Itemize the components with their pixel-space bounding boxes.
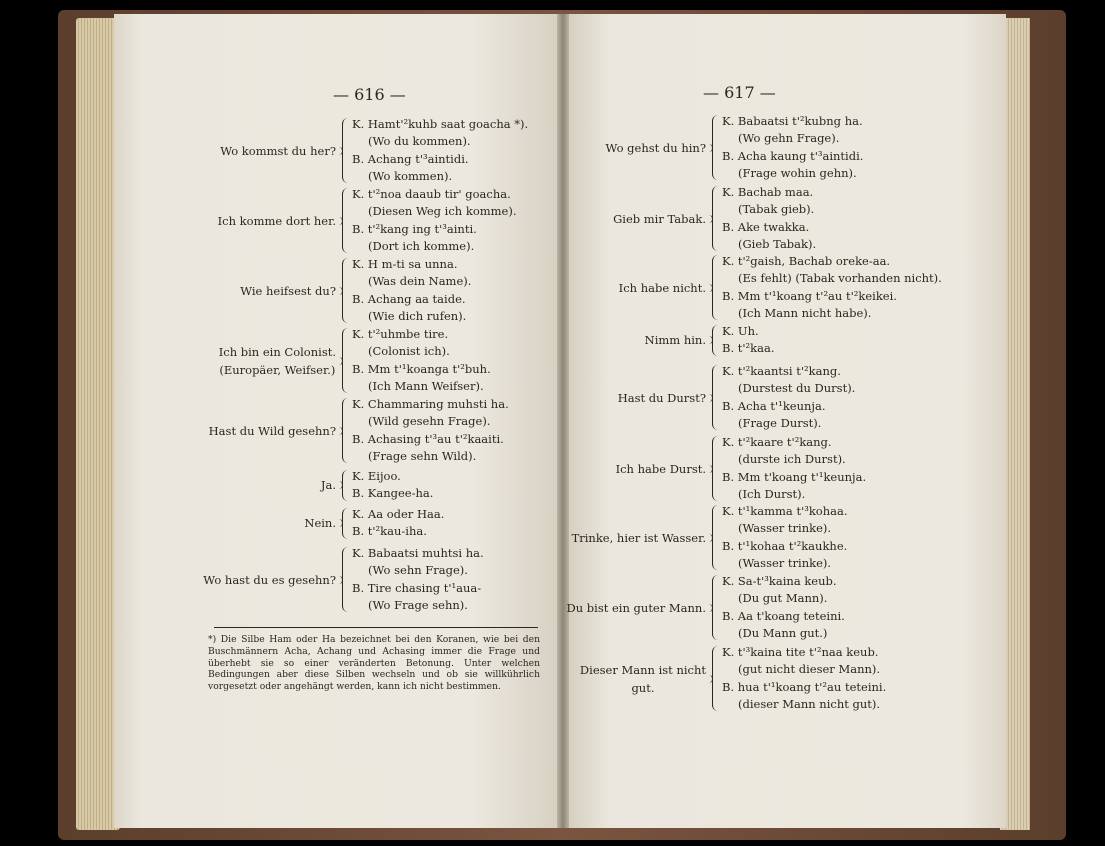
translation-line — [712, 486, 866, 503]
german-phrase — [567, 599, 707, 617]
line-text: B. Tire chasing t'¹aua- — [352, 580, 482, 595]
translation-line — [342, 562, 484, 579]
line-text: K. t'²uhmbe tire. — [352, 327, 449, 341]
line-text: K. t'²kaantsi t'²kang. — [722, 364, 841, 378]
line-text: B. Mm t'¹koang t'²au t'²keikei. — [722, 288, 897, 303]
german-phrase-line: Wo kommst du her? — [220, 143, 336, 158]
line-text: K. Eijoo. — [352, 469, 401, 483]
line-text: (gut nicht dieser Mann). — [738, 662, 881, 677]
german-phrase — [218, 212, 336, 230]
translation-line — [712, 201, 816, 218]
german-phrase-line: Nimm hin. — [644, 333, 706, 348]
speaker-line — [712, 538, 848, 555]
line-text: B. Kangee-ha. — [352, 486, 434, 501]
translation-line — [342, 203, 517, 220]
speaker-line — [712, 398, 855, 415]
line-text: B. Ake twakka. — [722, 219, 810, 234]
translation-line — [342, 308, 471, 325]
line-text: B. Achang t'³aintidi. — [352, 151, 469, 166]
speaker-line — [712, 219, 816, 236]
speaker-line — [712, 363, 855, 380]
line-text: K. Bachab maa. — [722, 185, 814, 199]
translation-line — [712, 625, 845, 642]
german-phrase — [619, 279, 706, 297]
speaker-line — [342, 545, 484, 562]
german-phrase-line: Ja. — [320, 478, 336, 493]
dialogue-entry — [644, 323, 775, 358]
speaker-line — [712, 679, 886, 696]
german-phrase-line: Wo gehst du hin? — [605, 140, 706, 155]
german-phrase-line: Hast du Wild gesehn? — [208, 423, 336, 438]
speaker-line — [712, 503, 848, 520]
german-phrase-line: Hast du Durst? — [617, 390, 706, 405]
german-phrase-line: Ich komme dort her. — [217, 213, 336, 228]
line-text: K. Uh. — [722, 324, 759, 338]
translation-line — [712, 380, 855, 397]
german-phrase — [580, 661, 706, 697]
speaker-line — [342, 116, 528, 133]
speaker-line — [342, 361, 491, 378]
dialogue-entry — [220, 116, 529, 185]
line-text: K. t'¹kamma t'³kohaa. — [722, 504, 848, 518]
speaker-line — [342, 221, 517, 238]
dialogue-entry — [571, 503, 848, 572]
line-text: B. t'¹kohaa t'²kaukhe. — [722, 538, 848, 553]
speaker-line — [712, 148, 863, 165]
german-phrase-line: gut. — [631, 680, 655, 695]
speaker-line — [712, 113, 863, 130]
german-phrase — [572, 529, 706, 547]
speaker-line — [342, 431, 509, 448]
line-text: (Dort ich komme). — [368, 238, 475, 253]
speaker-line — [712, 288, 942, 305]
german-phrase-line: Ich habe nicht. — [618, 280, 706, 295]
line-text: K. t'²noa daaub tir' goacha. — [352, 187, 511, 201]
line-text: (Wasser trinke). — [738, 555, 832, 570]
speaker-line — [342, 151, 528, 168]
line-text: K. Hamt'²kuhb saat goacha *). — [352, 117, 529, 131]
german-phrase-line: Trinke, hier ist Wasser. — [571, 530, 706, 545]
speaker-line — [712, 253, 942, 270]
speaker-line — [712, 340, 775, 357]
line-text: (Du Mann gut.) — [738, 625, 828, 640]
footnote: *) Die Silbe Ham oder Ha bezeichnet bei den Koranen, wie bei den Buschmännern Acha, Achang und Achasing immer die Frage und überhebt sie so einer veränderten Betonung. Unter welchen Bedingungen aber diese Silben wechseln und ob sie willkührlich vorgesetzt oder angehängt werden, kann ich nicht bestimmen. — [208, 634, 540, 693]
dialogue-entry — [613, 184, 817, 253]
footnote-rule — [214, 627, 538, 628]
dialogue-entry — [208, 396, 509, 465]
line-text: (Wo Frage sehn). — [368, 597, 468, 612]
speaker-line — [342, 506, 444, 523]
german-phrase-line: Du bist ein guter Mann. — [566, 600, 706, 615]
line-text: B. Achang aa taide. — [352, 291, 466, 306]
line-text: (Wo gehn Frage). — [738, 131, 840, 146]
line-text: B. Mm t'koang t'¹keunja. — [722, 469, 867, 484]
line-text: K. t'³kaina tite t'²naa keub. — [722, 645, 879, 659]
line-text: (Ich Mann nicht habe). — [738, 305, 872, 320]
speaker-line — [712, 434, 866, 451]
line-text: (Diesen Weg ich komme). — [368, 204, 517, 219]
german-phrase — [209, 422, 336, 440]
translation-line — [712, 305, 942, 322]
dialogue-entry — [615, 434, 867, 503]
translation-line — [712, 520, 848, 537]
dialogue-entry — [605, 113, 864, 182]
line-text: (Frage sehn Wild). — [368, 448, 477, 463]
speaker-line — [342, 468, 433, 485]
dialogue-entry — [579, 644, 887, 713]
translation-line — [712, 236, 816, 253]
line-text: K. t'²gaish, Bachab oreke-aa. — [722, 254, 891, 268]
line-text: (dieser Mann nicht gut). — [738, 696, 881, 711]
speaker-line — [342, 523, 444, 540]
german-phrase — [321, 476, 336, 494]
translation-line — [712, 130, 863, 147]
dialogue-entry — [617, 363, 856, 432]
translation-line — [342, 273, 471, 290]
line-text: (Wasser trinke). — [738, 521, 832, 536]
line-text: K. Babaatsi muhtsi ha. — [352, 546, 484, 560]
line-text: (durste ich Durst). — [738, 452, 846, 467]
line-text: (Wild gesehn Frage). — [368, 414, 491, 429]
speaker-line — [342, 291, 471, 308]
line-text: (Wo du kommen). — [368, 134, 471, 149]
german-phrase-line: Ich habe Durst. — [615, 461, 706, 476]
german-phrase — [613, 210, 706, 228]
translation-line — [712, 555, 848, 572]
translation-line — [712, 451, 866, 468]
dialogue-entry — [566, 573, 845, 642]
line-text: K. Aa oder Haa. — [352, 507, 445, 521]
speaker-line — [712, 644, 886, 661]
line-text: (Frage wohin gehn). — [738, 165, 857, 180]
translation-line — [342, 413, 509, 430]
speaker-line — [342, 256, 471, 273]
german-phrase — [219, 343, 336, 379]
translation-line — [342, 343, 491, 360]
line-text: (Es fehlt) (Tabak vorhanden nicht). — [738, 271, 942, 286]
german-phrase — [616, 460, 706, 478]
right-page-number: — 617 — — [703, 83, 776, 102]
line-text: B. t'²kau-iha. — [352, 524, 427, 539]
book-gutter — [557, 14, 569, 828]
speaker-line — [342, 326, 491, 343]
line-text: B. t'²kaa. — [722, 341, 775, 356]
translation-line — [712, 165, 863, 182]
line-text: B. Aa t'koang teteini. — [722, 608, 845, 623]
speaker-line — [712, 573, 845, 590]
line-text: (Ich Mann Weifser). — [368, 378, 484, 393]
translation-line — [712, 696, 886, 713]
german-phrase — [203, 571, 336, 589]
dialogue-entry — [320, 468, 434, 503]
german-phrase-line: Dieser Mann ist nicht — [579, 662, 706, 677]
line-text: (Durstest du Durst). — [738, 381, 856, 396]
translation-line — [342, 133, 528, 150]
german-phrase-line: Ich bin ein Colonist. — [218, 344, 336, 359]
line-text: B. Acha kaung t'³aintidi. — [722, 148, 864, 163]
line-text: K. Babaatsi t'²kubng ha. — [722, 114, 863, 128]
translation-line — [342, 597, 484, 614]
line-text: (Ich Durst). — [738, 486, 806, 501]
translation-line — [342, 168, 528, 185]
dialogue-entry — [217, 186, 517, 255]
line-text: (Frage Durst). — [738, 415, 822, 430]
line-text: (Tabak gieb). — [738, 202, 815, 217]
speaker-line — [712, 608, 845, 625]
german-phrase — [645, 331, 706, 349]
translation-line — [712, 590, 845, 607]
dialogue-entry — [218, 326, 491, 395]
speaker-line — [342, 396, 509, 413]
line-text: (Colonist ich). — [368, 344, 450, 359]
translation-line — [342, 448, 509, 465]
speaker-line — [712, 323, 775, 340]
line-text: (Wo kommen). — [368, 168, 453, 183]
line-text: (Was dein Name). — [368, 274, 472, 289]
dialogue-entry — [240, 256, 472, 325]
speaker-line — [342, 186, 517, 203]
dialogue-entry — [304, 506, 445, 541]
line-text: B. hua t'¹koang t'²au teteini. — [722, 679, 887, 694]
german-phrase — [304, 514, 336, 532]
dialogue-entry — [203, 545, 484, 614]
line-text: B. Mm t'¹koanga t'²buh. — [352, 361, 491, 376]
german-phrase-line: Wie heifsest du? — [240, 283, 336, 298]
translation-line — [712, 270, 942, 287]
line-text: (Wie dich rufen). — [368, 308, 467, 323]
line-text: B. Achasing t'³au t'²kaaiti. — [352, 431, 504, 446]
line-text: K. H m-ti sa unna. — [352, 257, 458, 271]
speaker-line — [342, 485, 433, 502]
line-text: B. Acha t'¹keunja. — [722, 398, 826, 413]
line-text: (Gieb Tabak). — [738, 236, 817, 251]
german-phrase-line: Gieb mir Tabak. — [613, 211, 706, 226]
translation-line — [342, 378, 491, 395]
german-phrase — [240, 282, 336, 300]
german-phrase — [606, 139, 706, 157]
left-page-number: — 616 — — [333, 85, 406, 104]
german-phrase-line: Nein. — [304, 516, 336, 531]
translation-line — [712, 661, 886, 678]
line-text: K. Chammaring muhsti ha. — [352, 397, 509, 411]
line-text: (Du gut Mann). — [738, 591, 828, 606]
speaker-line — [712, 469, 866, 486]
german-phrase-line: Wo hast du es gesehn? — [203, 572, 336, 587]
german-phrase-line: (Europäer, Weifser.) — [219, 362, 336, 377]
line-text: K. t'²kaare t'²kang. — [722, 435, 832, 449]
speaker-line — [342, 580, 484, 597]
german-phrase — [220, 142, 336, 160]
line-text: B. t'²kang ing t'³ainti. — [352, 221, 477, 236]
translation-line — [342, 238, 517, 255]
translation-line — [712, 415, 855, 432]
line-text: (Wo sehn Frage). — [368, 563, 468, 578]
line-text: K. Sa-t'³kaina keub. — [722, 574, 837, 588]
speaker-line — [712, 184, 816, 201]
german-phrase — [618, 389, 706, 407]
dialogue-entry — [618, 253, 942, 322]
